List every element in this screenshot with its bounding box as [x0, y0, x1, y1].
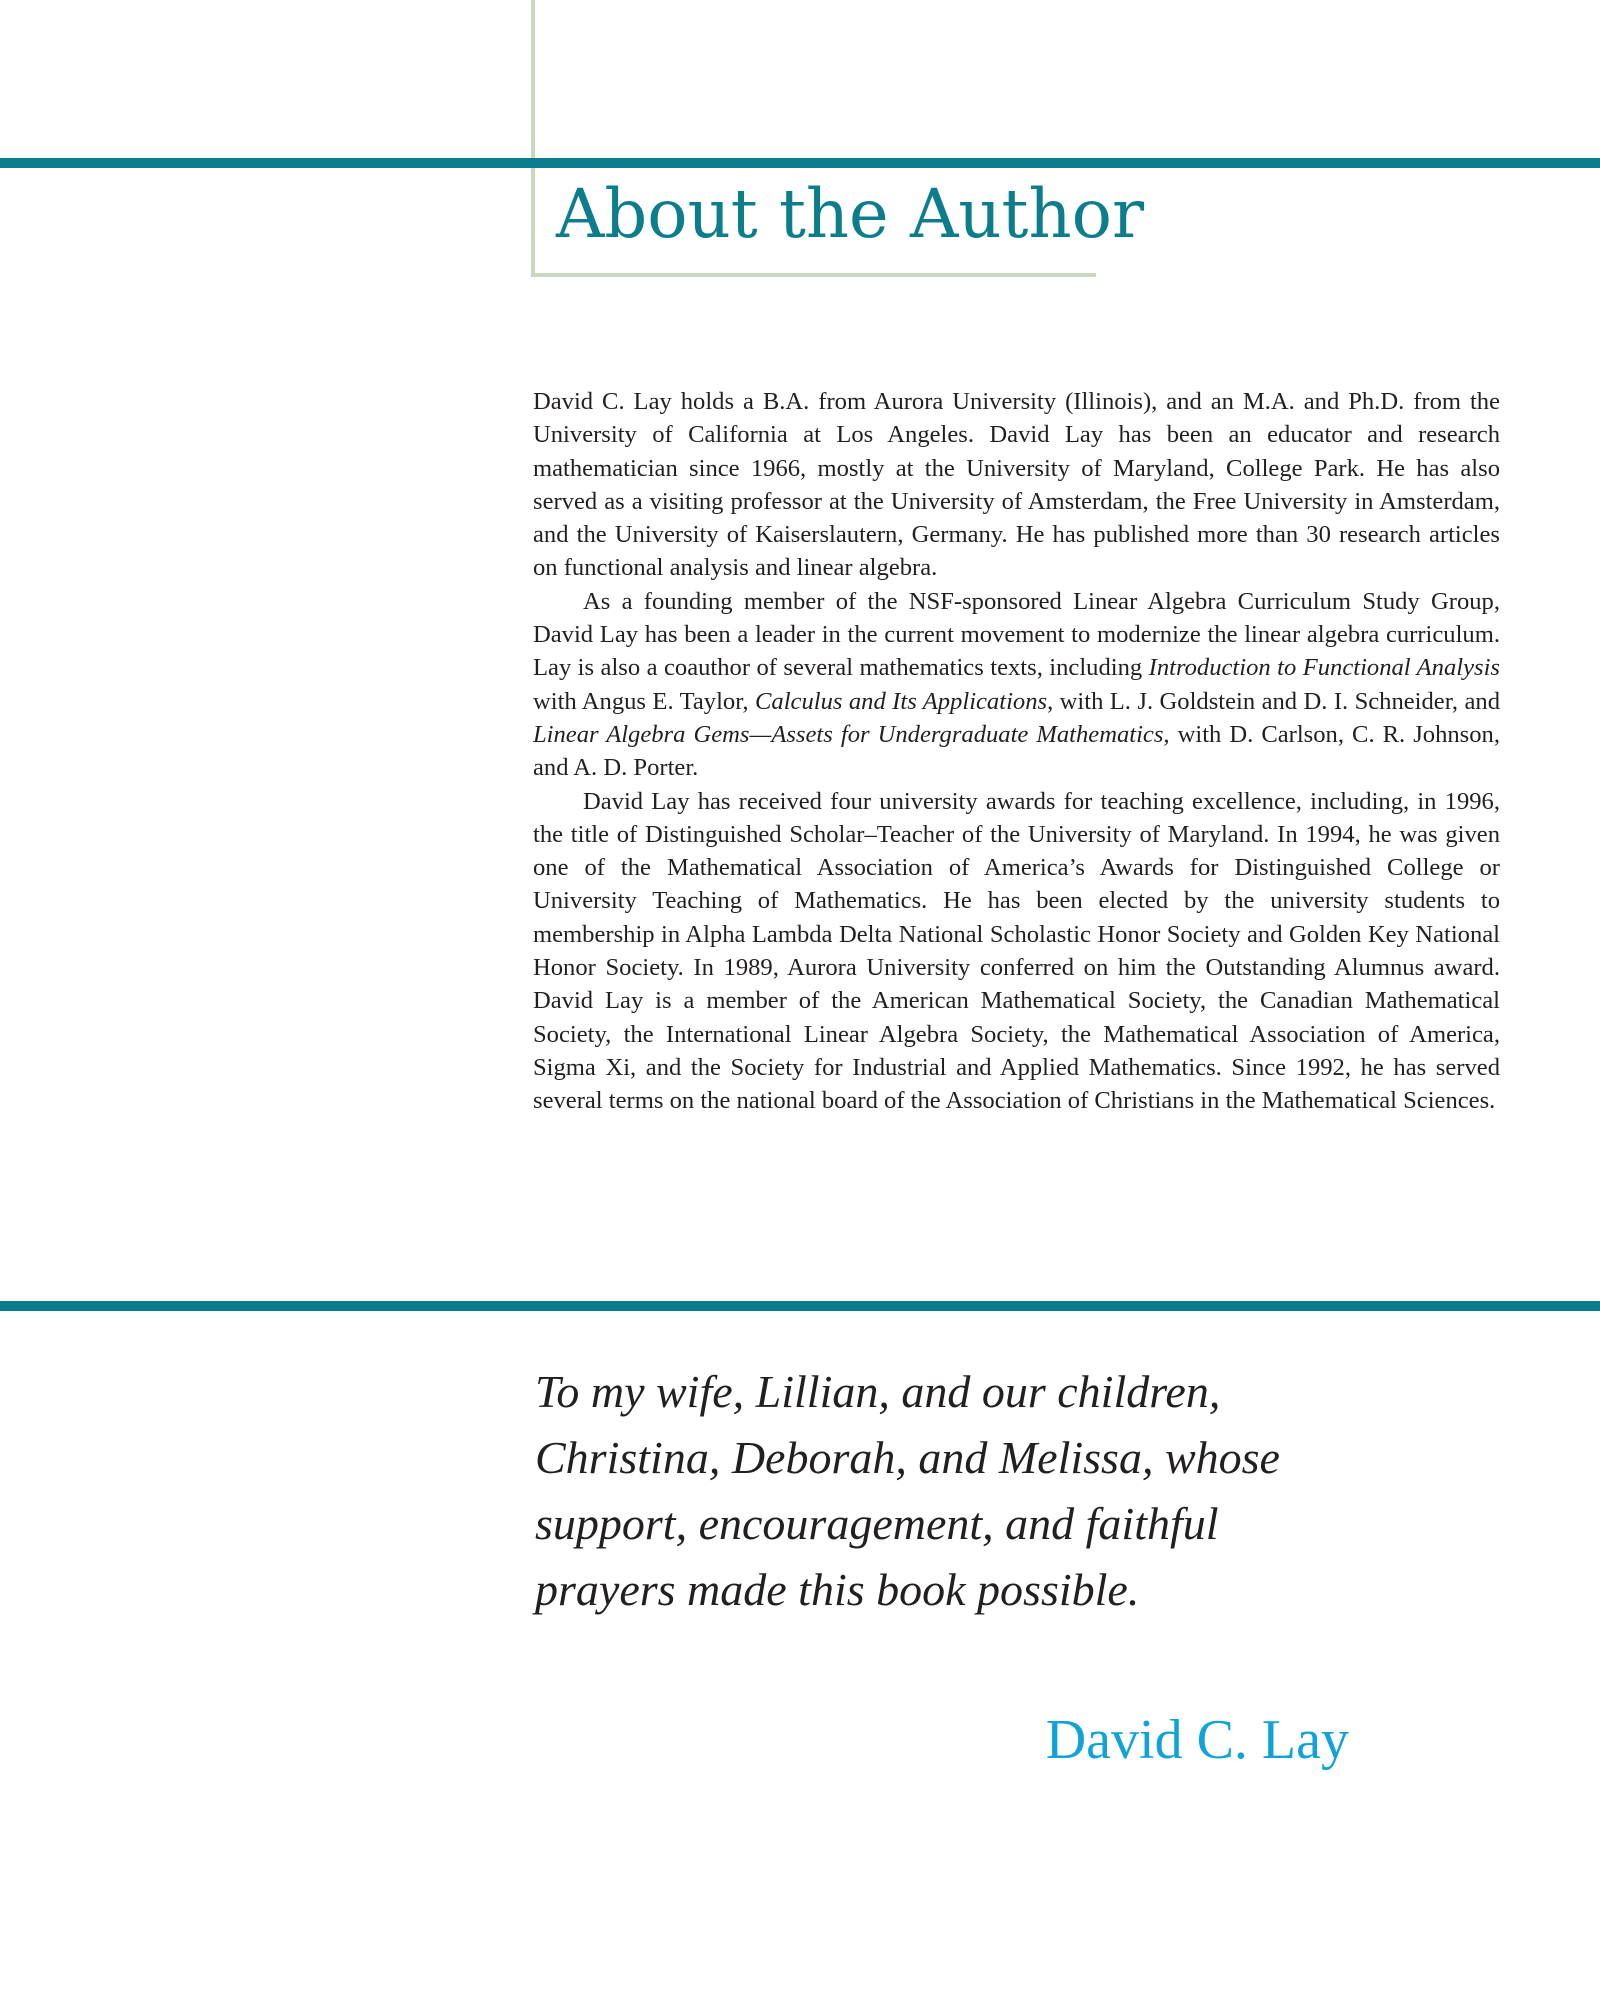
book-title: Calculus and Its Applications	[755, 687, 1048, 715]
bio-paragraph-3: David Lay has received four university awards for teaching excellence, including, in 1996, the title of Distinguished Scholar–Teacher of the University of Maryland. In 1994, he was given one of the Mathematical Association of America’s Awards for Distinguished College or University Teaching of Mathematics. He has been elected by the university students to membership in Alpha Lambda Delta National Scholastic Honor Society and Golden Key National Honor Society. In 1989, Aurora University conferred on him the Outstanding Alumnus award. David Lay is a member of the American Mathematical Society, the Canadian Mathematical Society, the International Linear Algebra Society, the Mathematical Association of America, Sigma Xi, and the Society for Industrial and Applied Mathematics. Since 1992, he has served several terms on the national board of the Association of Christians in the Mathematical Sciences.	[533, 787, 1500, 1115]
author-bio	[533, 385, 1500, 1118]
bio-text: with Angus E. Taylor,	[533, 687, 755, 715]
bio-text: with D. Carlson, C. R. Johnson, and A. D. Porter.	[533, 720, 1500, 782]
dedication	[535, 1359, 1435, 1623]
dedication-line: Christina, Deborah, and Melissa, whose	[535, 1432, 1280, 1483]
bio-text: , with L. J. Goldstein and D. I. Schneider, and	[1047, 687, 1500, 715]
dedication-line: To my wife, Lillian, and our children,	[535, 1366, 1221, 1417]
decorative-frame-horizontal	[531, 273, 1096, 277]
dedication-line: prayers made this book possible.	[535, 1564, 1140, 1615]
bio-paragraph-2	[533, 585, 1500, 785]
author-signature: David C. Lay	[1045, 1709, 1349, 1771]
bio-text: As a founding member of the NSF-sponsored Linear Algebra Curriculum Study Group, David Lay has been a leader in the current movement to modernize the linear algebra curriculum. Lay is also a coauthor of several mathematics texts, including	[533, 587, 1500, 682]
decorative-frame-vertical	[531, 0, 535, 277]
dedication-line: support, encouragement, and faithful	[535, 1498, 1219, 1549]
book-title: Introduction to Functional Analysis	[1148, 654, 1500, 682]
page-title: About the Author	[556, 175, 1144, 253]
bio-paragraph-1: David C. Lay holds a B.A. from Aurora University (Illinois), and an M.A. and Ph.D. from the University of California at Los Angeles. David Lay has been an educator and research mathematician since 1966, mostly at the University of Maryland, College Park. He has also served as a visiting professor at the University of Amsterdam, the Free University in Amsterdam, and the University of Kaiserslautern, Germany. He has published more than 30 research articles on functional analysis and linear algebra.	[533, 388, 1500, 582]
book-title: Linear Algebra Gems—Assets for Undergraduate Mathematics,	[533, 720, 1170, 748]
section-divider-rule	[0, 1301, 1600, 1311]
top-rule	[0, 158, 1600, 168]
